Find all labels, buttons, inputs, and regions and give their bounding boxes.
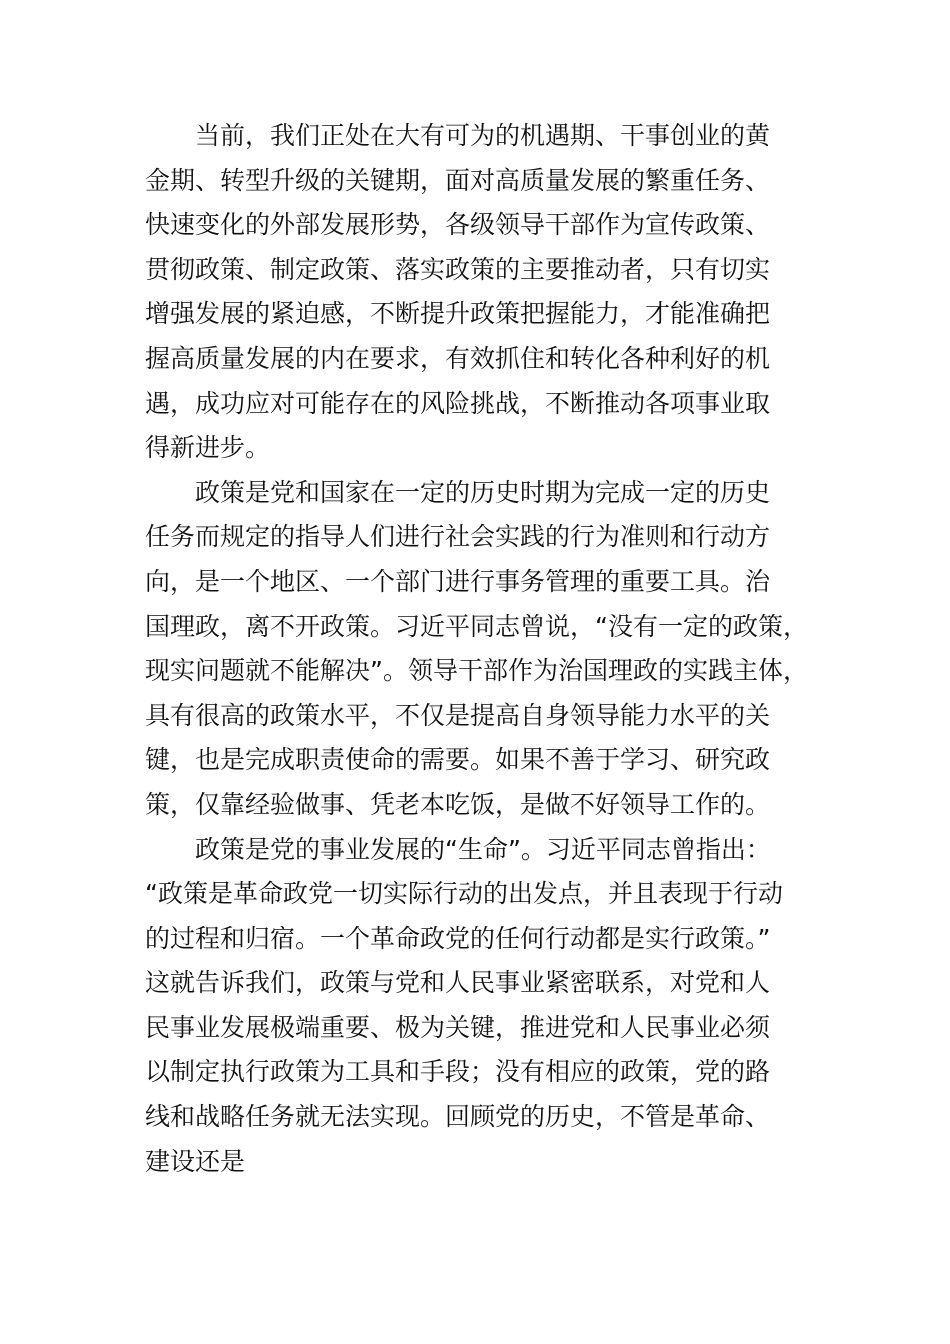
paragraph-line: 政策是党和国家在一定的历史时期为完成一定的历史 [195,477,771,507]
paragraph-line: 以制定执行政策为工具和手段；没有相应的政策，党的路 [145,1057,771,1087]
paragraph-line: 任务而规定的指导人们进行社会实践的行为准则和行动方 [145,522,771,552]
paragraph-1 [145,114,825,471]
paragraph-line: 策，仅靠经验做事、凭老本吃饭，是做不好领导工作的。 [145,789,771,819]
paragraph-3 [145,828,825,1185]
paragraph-line: 民事业发展极端重要、极为关键，推进党和人民事业必须 [145,1012,771,1042]
paragraph-line: 快速变化的外部发展形势，各级领导干部作为宣传政策、 [145,210,771,240]
paragraph-line: 具有很高的政策水平，不仅是提高自身领导能力水平的关 [145,700,771,730]
paragraph-line: 这就告诉我们，政策与党和人民事业紧密联系，对党和人 [145,968,771,998]
paragraph-line: 遇，成功应对可能存在的风险挑战，不断推动各项事业取 [145,388,771,418]
paragraph-line: 建设还是 [145,1146,246,1176]
paragraph-2 [145,471,825,828]
paragraph-line: 现实问题就不能解决”。领导干部作为治国理政的实践主体， [145,656,808,686]
paragraph-line: 国理政，离不开政策。习近平同志曾说，“没有一定的政策， [145,611,808,641]
paragraph-line: 握高质量发展的内在要求，有效抓住和转化各种利好的机 [145,343,771,373]
paragraph-line: 向，是一个地区、一个部门进行事务管理的重要工具。治 [145,566,771,596]
paragraph-line: 线和战略任务就无法实现。回顾党的历史，不管是革命、 [145,1102,771,1132]
paragraph-line: 的过程和归宿。一个革命政党的任何行动都是实行政策。” [145,923,771,953]
paragraph-line: 贯彻政策、制定政策、落实政策的主要推动者，只有切实 [145,254,771,284]
document-body [145,114,825,1184]
paragraph-line: 政策是党的事业发展的“生命”。习近平同志曾指出： [195,834,771,864]
paragraph-line: 增强发展的紧迫感，不断提升政策把握能力，才能准确把 [145,299,771,329]
paragraph-line: 当前，我们正处在大有可为的机遇期、干事创业的黄 [195,121,771,150]
paragraph-line: 得新进步。 [145,433,271,463]
paragraph-line: “政策是革命政党一切实际行动的出发点，并且表现于行动 [145,879,783,909]
paragraph-line: 金期、转型升级的关键期，面对高质量发展的繁重任务、 [145,165,771,195]
paragraph-line: 键，也是完成职责使命的需要。如果不善于学习、研究政 [145,745,771,775]
